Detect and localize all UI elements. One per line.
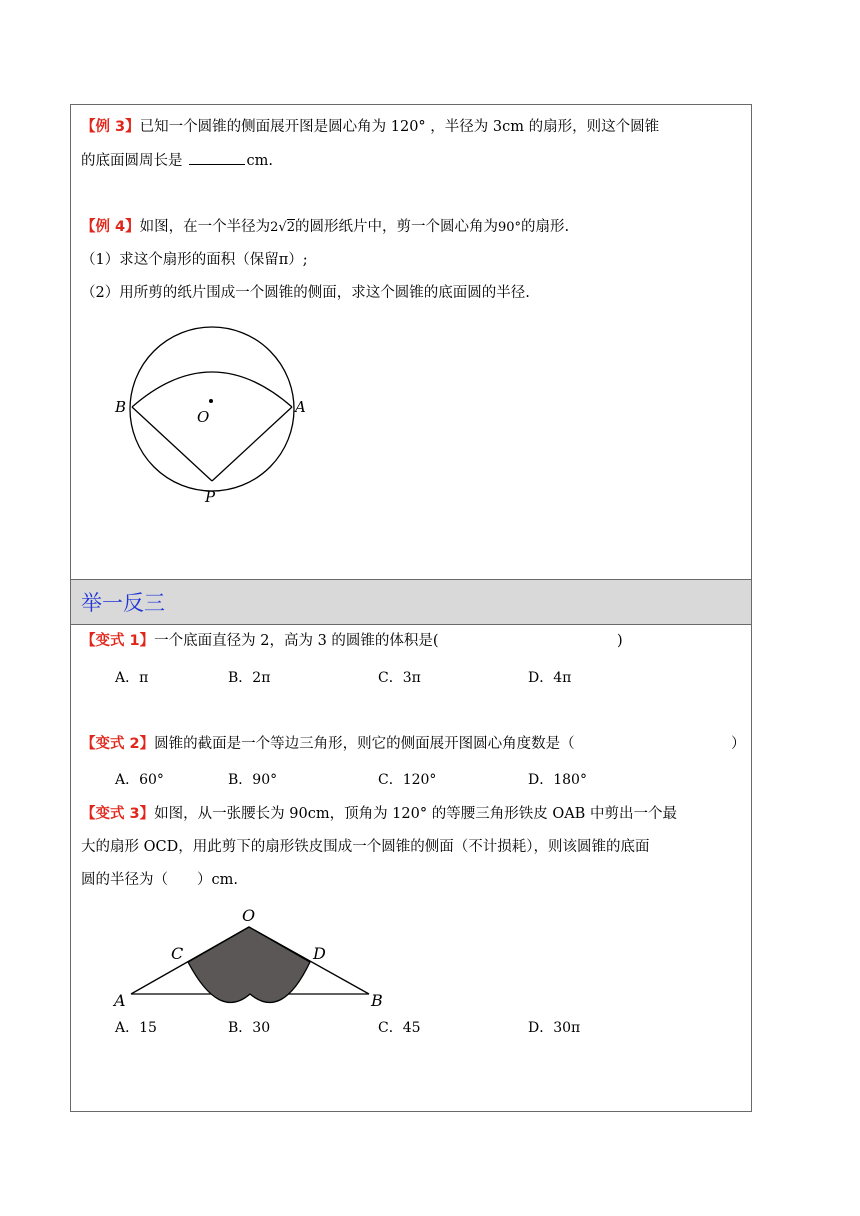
section-header xyxy=(71,579,751,625)
variant-2-option-b[interactable]: B．90° xyxy=(228,772,278,788)
sector-side-right xyxy=(212,407,292,481)
variant-1-option-c[interactable]: C．3π xyxy=(378,670,421,686)
variant-1-option-a[interactable]: A．π xyxy=(115,670,149,686)
example-4-tag: 【例 4】 xyxy=(81,219,140,235)
variant-1-line: 【变式 1】一个底面直径为 2，高为 3 的圆锥的体积是( xyxy=(81,633,439,649)
variant-3-option-a[interactable]: A．15 xyxy=(115,1020,157,1036)
variant-2-option-a[interactable]: A．60° xyxy=(115,772,164,788)
answer-blank[interactable] xyxy=(189,150,245,165)
label-a: A xyxy=(295,398,306,416)
circle-sector-figure xyxy=(111,315,311,511)
variant-2-option-c[interactable]: C．120° xyxy=(378,772,437,788)
label-d: D xyxy=(313,944,326,963)
example-4-line-1: 【例 4】如图，在一个半径为2√2的圆形纸片中，剪一个圆心角为90°的扇形. xyxy=(81,219,570,235)
variant-1-option-d[interactable]: D．4π xyxy=(528,670,572,686)
variant-2-line: 【变式 2】圆锥的截面是一个等边三角形，则它的侧面展开图圆心角度数是（ xyxy=(81,736,575,752)
example-4-question-2: （2）用所剪的纸片围成一个圆锥的侧面，求这个圆锥的底面圆的半径. xyxy=(81,285,530,301)
variant-3-option-d[interactable]: D．30π xyxy=(528,1020,581,1036)
variants-section xyxy=(71,625,751,1111)
variant-3-line-2: 大的扇形 OCD，用此剪下的扇形铁皮围成一个圆锥的侧面（不计损耗），则该圆锥的底面 xyxy=(81,839,650,855)
variant-2-tag: 【变式 2】 xyxy=(81,736,155,752)
example-3-tag: 【例 3】 xyxy=(81,119,140,135)
label-b: B xyxy=(371,991,383,1009)
label-p: P xyxy=(205,488,216,506)
outer-circle xyxy=(130,327,294,491)
variant-3-option-c[interactable]: C．45 xyxy=(378,1020,421,1036)
label-a: A xyxy=(114,991,126,1009)
label-o: O xyxy=(197,408,210,426)
triangle-sector-figure xyxy=(107,893,397,1009)
example-3-line-2: 的底面圆周长是 cm. xyxy=(81,150,273,171)
variant-2-option-d[interactable]: D．180° xyxy=(528,772,587,788)
example-4-question-1: （1）求这个扇形的面积（保留π）; xyxy=(81,252,308,268)
variant-3-option-b[interactable]: B．30 xyxy=(228,1020,271,1036)
content-frame xyxy=(70,104,752,1112)
label-c: C xyxy=(171,944,184,963)
variant-1-option-b[interactable]: B．2π xyxy=(228,670,271,686)
example-3-line-1: 【例 3】已知一个圆锥的侧面展开图是圆心角为 120° ，半径为 3cm 的扇形，则这个圆锥 xyxy=(81,119,660,135)
variant-1-close: ) xyxy=(617,633,623,649)
sector-ocd xyxy=(188,927,310,1002)
label-o: O xyxy=(242,906,256,925)
variant-3-line-1: 【变式 3】如图，从一张腰长为 90cm，顶角为 120° 的等腰三角形铁皮 OAB 中剪出一个最 xyxy=(81,806,677,822)
variant-3-tag: 【变式 3】 xyxy=(81,806,155,822)
center-point xyxy=(209,399,213,403)
variant-3-line-3: 圆的半径为（ ）cm. xyxy=(81,872,238,888)
section-title: 举一反三 xyxy=(81,591,165,615)
variant-2-close: ） xyxy=(731,736,746,752)
variant-1-tag: 【变式 1】 xyxy=(81,633,155,649)
label-b: B xyxy=(115,398,127,416)
sqrt-symbol: √ xyxy=(278,220,287,235)
examples-section xyxy=(71,105,751,579)
